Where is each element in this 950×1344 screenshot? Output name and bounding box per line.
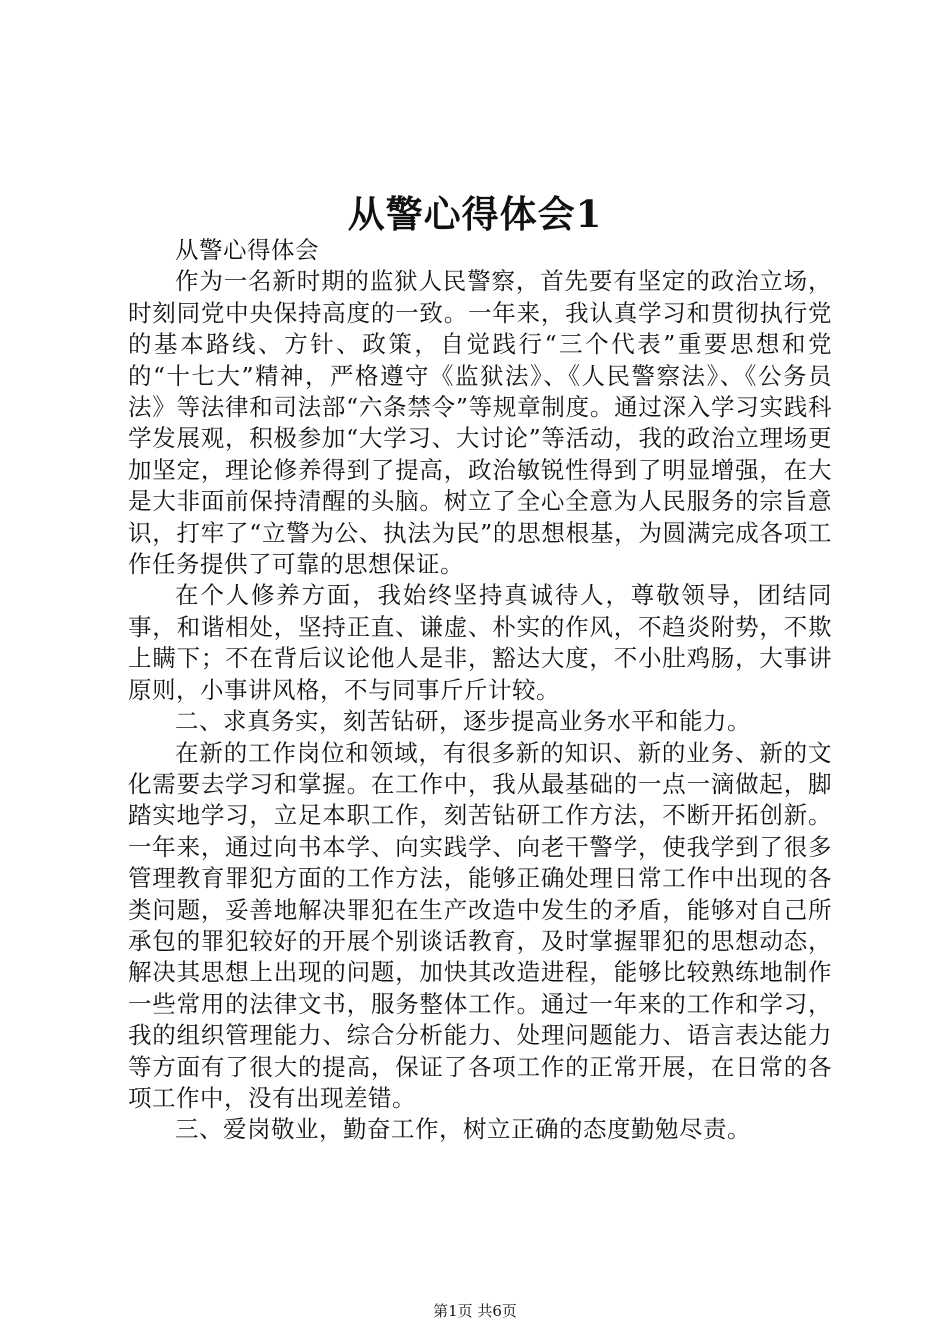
paragraph-personal: 在个人修养方面，我始终坚持真诚待人，尊敬领导，团结同事，和谐相处，坚持正直、谦虚、朴实的作风，不趋炎附势，不欺上瞒下；不在背后议论他人是非，豁达大度，不小肚鸡肠，大事讲原则，小事讲风格，不与同事斤斤计较。 (128, 581, 832, 704)
section-heading-3: 三、爱岗敬业，勤奋工作，树立正确的态度勤勉尽责。 (175, 1115, 751, 1144)
paragraph-political: 作为一名新时期的监狱人民警察，首先要有坚定的政治立场，时刻同党中央保持高度的一致。一年来，我认真学习和贯彻执行党的基本路线、方针、政策，自觉践行“三个代表”重要思想和党的“十七大”精神，严格遵守《监狱法》、《人民警察法》、《公务员法》等法律和司法部“六条禁令”等规章制度。通过深入学习实践科学发展观，积极参加“大学习、大讨论”等活动，我的政治立理场更加坚定，理论修养得到了提高，政治敏锐性得到了明显增强，在大是大非面前保持清醒的头脑。树立了全心全意为人民服务的宗旨意识，打牢了“立警为公、执法为民”的思想根基，为圆满完成各项工作任务提供了可靠的思想保证。 (128, 267, 832, 579)
paragraph-work: 在新的工作岗位和领域，有很多新的知识、新的业务、新的文化需要去学习和掌握。在工作中，我从最基础的一点一滴做起，脚踏实地学习，立足本职工作，刻苦钻研工作方法，不断开拓创新。一年来，通过向书本学、向实践学、向老干警学，使我学到了很多管理教育罪犯方面的工作方法，能够正确处理日常工作中出现的各类问题，妥善地解决罪犯在生产改造中发生的矛盾，能够对自己所承包的罪犯较好的开展个别谈话教育，及时掌握罪犯的思想动态，解决其思想上出现的问题，加快其改造进程，能够比较熟练地制作一些常用的法律文书，服务整体工作。通过一年来的工作和学习，我的组织管理能力、综合分析能力、处理问题能力、语言表达能力等方面有了很大的提高，保证了各项工作的正常开展，在日常的各项工作中，没有出现差错。 (128, 738, 832, 1112)
document-title: 从警心得体会1 (347, 192, 603, 236)
paragraph-subtitle: 从警心得体会 (175, 236, 319, 264)
page-footer: 第1页 共6页 (433, 1302, 517, 1320)
document-body (128, 235, 832, 1146)
section-heading-2: 二、求真务实，刻苦钻研，逐步提高业务水平和能力。 (175, 707, 751, 736)
